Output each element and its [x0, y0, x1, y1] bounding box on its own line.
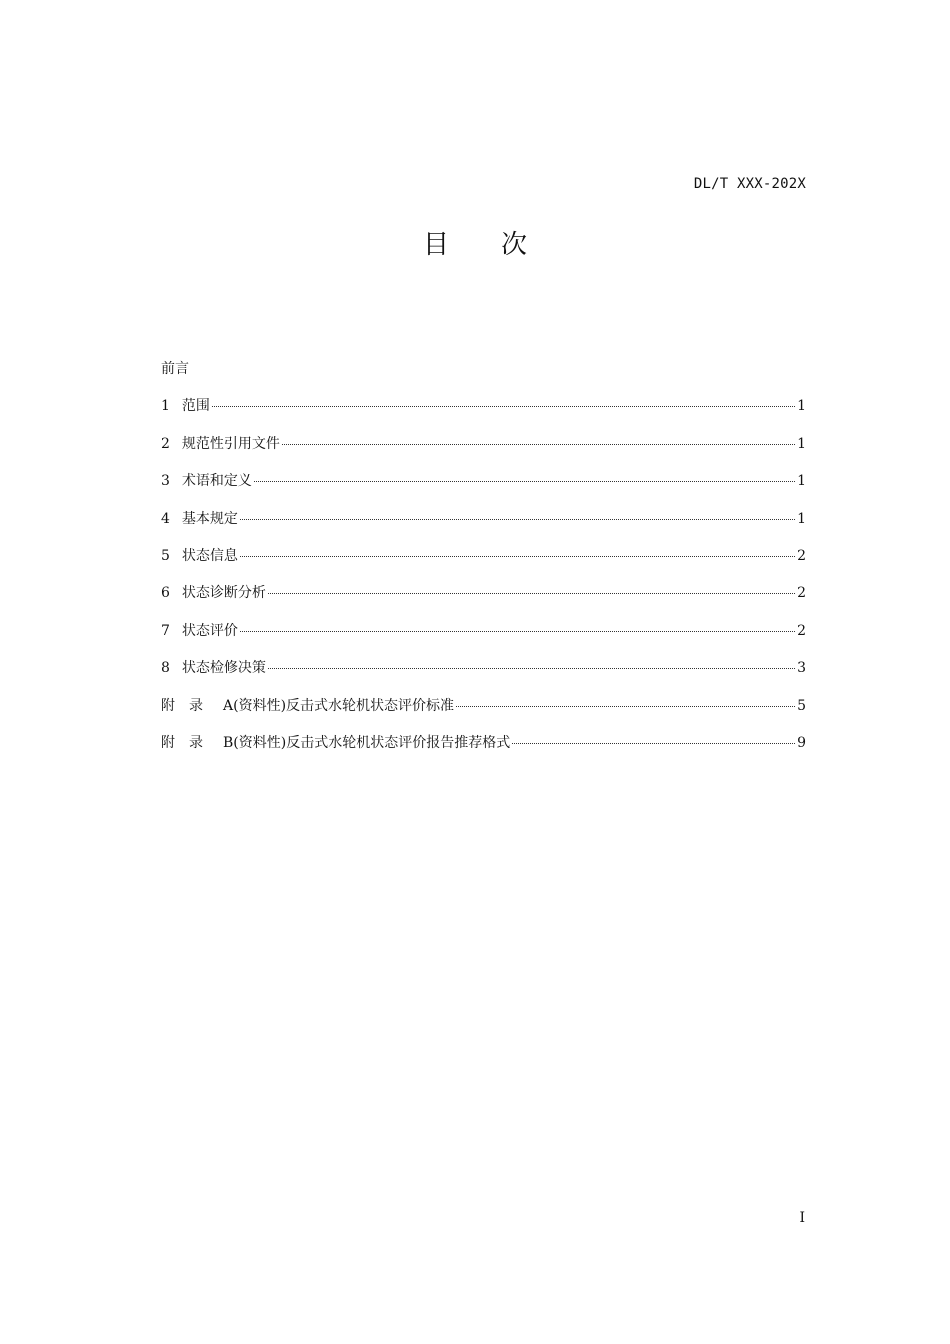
dot-leader: [512, 743, 795, 744]
toc-entry-label: 范围: [181, 398, 210, 415]
dot-leader: [212, 406, 795, 407]
toc-entry-page: 2: [797, 622, 806, 639]
dot-leader: [282, 444, 795, 445]
toc-entry-preface[interactable]: [161, 359, 806, 396]
toc-entry-page: 9: [797, 734, 806, 751]
toc-entry[interactable]: [161, 583, 806, 620]
toc-entry-page: 3: [797, 660, 806, 677]
dot-leader: [254, 481, 795, 482]
table-of-contents: [161, 359, 806, 770]
toc-entry-label: 基本规定: [181, 510, 238, 527]
toc-entry-page: 2: [797, 585, 806, 602]
toc-entry-label: 前言: [161, 361, 189, 377]
toc-entry-number: 5: [161, 547, 170, 564]
toc-entry-page: 1: [797, 473, 806, 490]
document-code: DL/T XXX-202X: [693, 176, 806, 192]
toc-entry-page: 1: [797, 398, 806, 415]
dot-leader: [268, 593, 795, 594]
title-char-1: 目: [422, 230, 449, 260]
toc-entry-appendix-a[interactable]: [161, 696, 806, 733]
toc-entry-page: 2: [797, 547, 806, 564]
toc-entry[interactable]: [161, 621, 806, 658]
dot-leader: [456, 706, 795, 707]
toc-entry[interactable]: [161, 658, 806, 695]
toc-entry-label: 状态检修决策: [181, 660, 266, 677]
toc-entry-page: 1: [797, 435, 806, 452]
dot-leader: [268, 668, 795, 669]
toc-entry-label: 状态评价: [181, 622, 238, 639]
toc-entry[interactable]: [161, 471, 806, 508]
title-char-2: 次: [501, 230, 528, 260]
toc-entry-label: 状态诊断分析: [181, 585, 266, 602]
appendix-prefix: 附录: [161, 697, 217, 714]
toc-entry-number: 6: [161, 585, 170, 602]
dot-leader: [240, 556, 795, 557]
toc-entry[interactable]: [161, 509, 806, 546]
toc-entry-number: 7: [161, 622, 170, 639]
toc-entry-number: 4: [161, 510, 170, 527]
toc-entry-page: 5: [797, 697, 806, 714]
page-number: I: [799, 1210, 805, 1226]
toc-entry-label: B(资料性)反击式水轮机状态评价报告推荐格式: [223, 734, 511, 751]
toc-entry-label: 状态信息: [181, 547, 238, 564]
toc-entry-number: 2: [161, 435, 170, 452]
toc-entry[interactable]: [161, 434, 806, 471]
toc-entry-number: 8: [161, 660, 170, 677]
toc-entry-appendix-b[interactable]: [161, 733, 806, 770]
toc-entry-label: 规范性引用文件: [181, 435, 280, 452]
toc-entry-number: 3: [161, 473, 170, 490]
dot-leader: [240, 631, 795, 632]
toc-entry[interactable]: [161, 546, 806, 583]
page-title: [0, 228, 950, 262]
toc-entry-label: 术语和定义: [181, 473, 252, 490]
dot-leader: [240, 519, 795, 520]
toc-entry-label: A(资料性)反击式水轮机状态评价标准: [223, 697, 455, 714]
toc-entry-page: 1: [797, 510, 806, 527]
toc-entry[interactable]: [161, 396, 806, 433]
toc-entry-number: 1: [161, 398, 170, 415]
appendix-prefix: 附录: [161, 734, 217, 751]
